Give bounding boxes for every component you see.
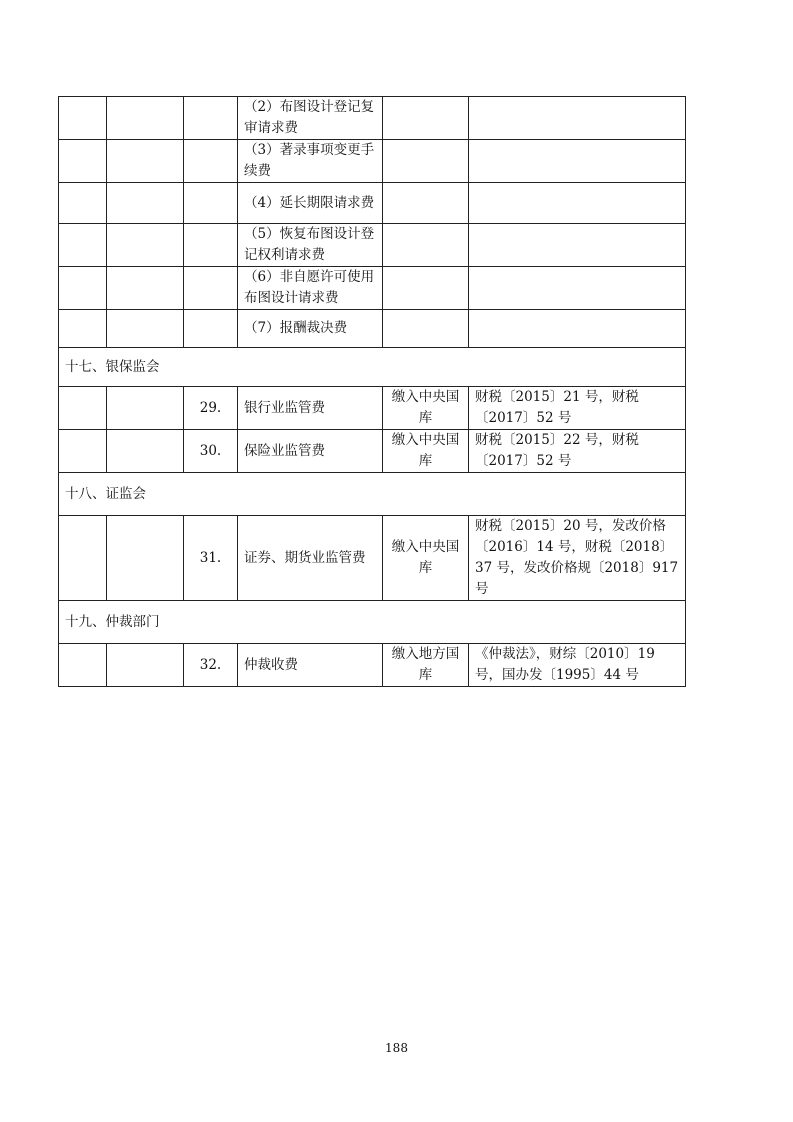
empty-cell [107,310,184,348]
legal-basis [469,267,686,310]
empty-cell [107,430,184,473]
empty-cell [107,516,184,601]
empty-cell [184,310,238,348]
fee-item-name: 保险业监管费 [238,430,383,473]
empty-cell [107,97,184,140]
fee-item-name: （4）延长期限请求费 [238,183,383,224]
empty-cell [59,310,107,348]
fund-destination [383,140,469,183]
table-row [59,140,686,183]
empty-cell [184,267,238,310]
empty-cell [59,430,107,473]
fee-item-name: （7）报酬裁决费 [238,310,383,348]
legal-basis: 《仲裁法》，财综〔2010〕19 号，国办发〔1995〕44 号 [469,644,686,687]
section-title: 十七、银保监会 [59,348,686,387]
empty-cell [184,97,238,140]
fee-item-name: 证券、期货业监管费 [238,516,383,601]
fund-destination: 缴入中央国库 [383,430,469,473]
empty-cell [107,140,184,183]
item-number: 30. [184,430,238,473]
section-title: 十八、证监会 [59,473,686,516]
legal-basis: 财税〔2015〕22 号，财税〔2017〕52 号 [469,430,686,473]
empty-cell [59,224,107,267]
empty-cell [59,140,107,183]
empty-cell [107,644,184,687]
legal-basis [469,310,686,348]
table-row [59,224,686,267]
legal-basis [469,183,686,224]
empty-cell [184,224,238,267]
empty-cell [107,224,184,267]
fee-item-name: （2）布图设计登记复审请求费 [238,97,383,140]
item-number: 31. [184,516,238,601]
table-row [59,387,686,430]
fund-destination [383,183,469,224]
empty-cell [107,387,184,430]
fee-table [58,96,686,687]
fund-destination: 缴入地方国库 [383,644,469,687]
item-number: 32. [184,644,238,687]
fund-destination [383,97,469,140]
fee-item-name: （5）恢复布图设计登记权利请求费 [238,224,383,267]
empty-cell [184,183,238,224]
section-row [59,601,686,644]
empty-cell [59,516,107,601]
fund-destination [383,310,469,348]
empty-cell [107,183,184,224]
empty-cell [59,183,107,224]
empty-cell [59,97,107,140]
section-title: 十九、仲裁部门 [59,601,686,644]
fund-destination: 缴入中央国库 [383,387,469,430]
legal-basis [469,140,686,183]
empty-cell [107,267,184,310]
table-row [59,183,686,224]
fee-item-name: 仲裁收费 [238,644,383,687]
fee-item-name: 银行业监管费 [238,387,383,430]
legal-basis: 财税〔2015〕20 号，发改价格〔2016〕14 号，财税〔2018〕37 号，发改价格规〔2018〕917 号 [469,516,686,601]
section-row [59,473,686,516]
fund-destination [383,267,469,310]
empty-cell [59,644,107,687]
fund-destination [383,224,469,267]
legal-basis [469,224,686,267]
item-number: 29. [184,387,238,430]
empty-cell [184,140,238,183]
empty-cell [59,387,107,430]
table-row [59,430,686,473]
page-number: 188 [385,1041,408,1055]
fund-destination: 缴入中央国库 [383,516,469,601]
legal-basis [469,97,686,140]
fee-item-name: （6）非自愿许可使用布图设计请求费 [238,267,383,310]
table-row [59,516,686,601]
empty-cell [59,267,107,310]
table-row [59,97,686,140]
fee-item-name: （3）著录事项变更手续费 [238,140,383,183]
legal-basis: 财税〔2015〕21 号，财税〔2017〕52 号 [469,387,686,430]
table-row [59,310,686,348]
section-row [59,348,686,387]
table-row [59,644,686,687]
table-row [59,267,686,310]
